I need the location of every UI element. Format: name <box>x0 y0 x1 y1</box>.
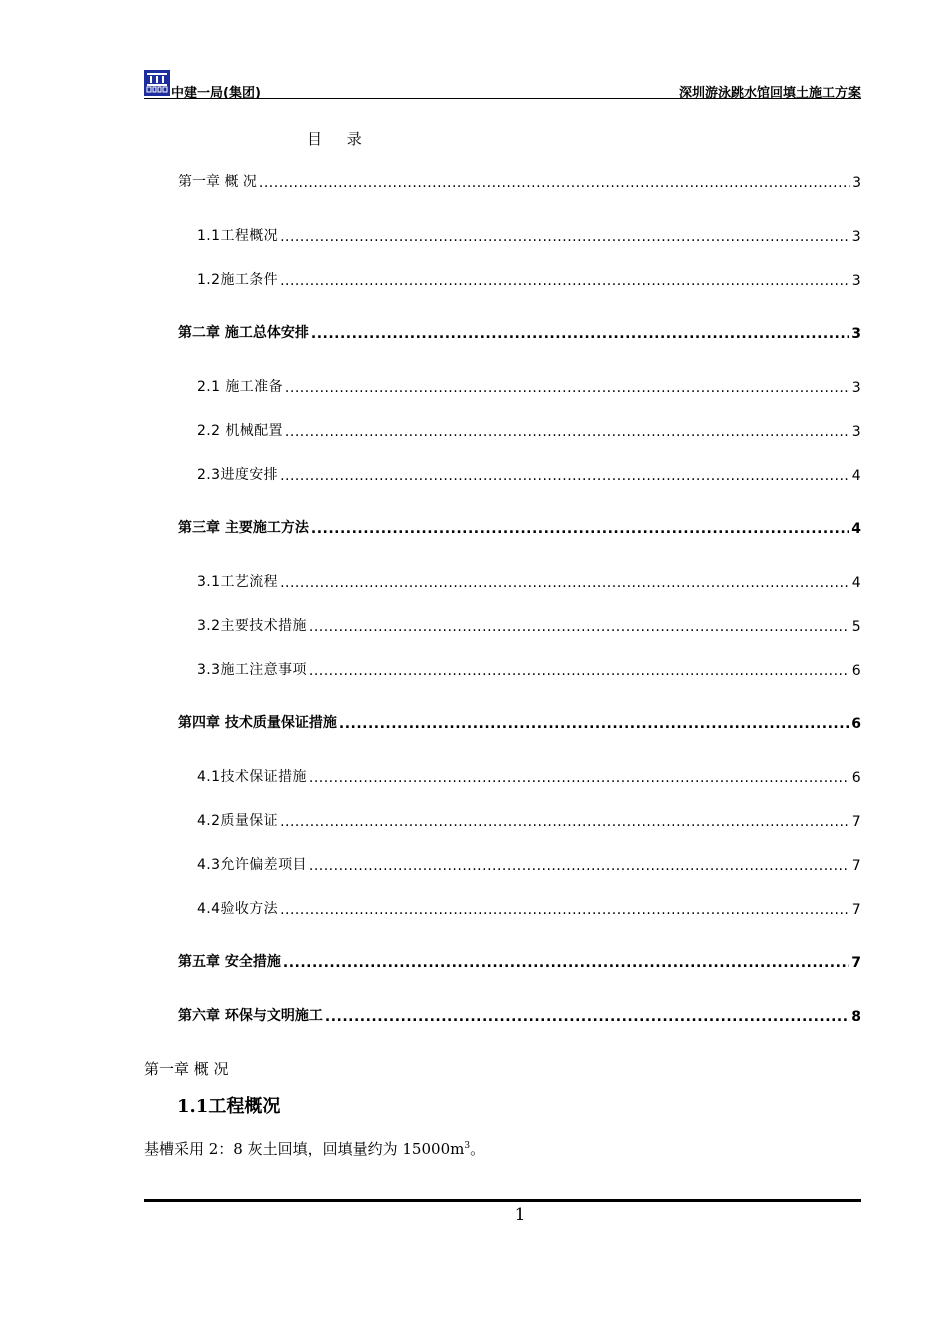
toc-entry-page: 6 <box>851 716 861 732</box>
toc-entry-page: 5 <box>851 619 861 635</box>
toc-leader <box>259 175 850 191</box>
toc-leader <box>339 716 849 732</box>
toc-entry-page: 3 <box>851 229 861 245</box>
toc-entry[interactable] <box>197 810 861 830</box>
toc-leader <box>311 326 849 342</box>
header-company: 中建一局(集团) <box>171 86 261 101</box>
toc-entry-label: 2.3进度安排 <box>197 467 279 483</box>
body-paragraph-text: 基槽采用 2：8 灰土回填，回填量约为 15000m <box>144 1140 465 1158</box>
toc-entry-page: 7 <box>851 902 861 918</box>
toc-leader <box>280 273 850 289</box>
body-paragraph <box>144 1138 485 1159</box>
toc-entry[interactable] <box>197 464 861 484</box>
toc-entry-page: 7 <box>851 955 861 971</box>
toc-entry-page: 3 <box>851 326 861 342</box>
header-rule <box>144 98 861 99</box>
body-paragraph-end: 。 <box>470 1140 486 1158</box>
toc-entry[interactable] <box>197 571 861 591</box>
toc-entry-label: 3.3施工注意事项 <box>197 662 307 678</box>
toc-leader <box>280 902 850 918</box>
toc-entry-label: 第二章 施工总体安排 <box>178 325 309 341</box>
cscec-logo-icon <box>144 70 170 96</box>
toc-leader <box>283 955 849 971</box>
toc-entry-label: 第三章 主要施工方法 <box>178 520 309 536</box>
toc-entry-page: 3 <box>851 273 861 289</box>
toc-leader <box>280 575 850 591</box>
toc-entry[interactable] <box>197 376 861 396</box>
toc-entry-page: 8 <box>851 1009 861 1025</box>
toc-entry-label: 第六章 环保与文明施工 <box>178 1008 323 1024</box>
toc-leader <box>280 229 850 245</box>
toc-entry[interactable] <box>178 1005 861 1025</box>
toc-entry-page: 6 <box>851 663 861 679</box>
toc-entry-page: 4 <box>851 575 861 591</box>
toc-leader <box>285 424 850 440</box>
toc-entry-label: 2.2 机械配置 <box>197 423 283 439</box>
toc-entry-page: 3 <box>851 424 861 440</box>
toc-leader <box>311 521 849 537</box>
toc-title: 目 录 <box>307 130 372 148</box>
body-chapter-title: 第一章 概 况 <box>144 1060 229 1078</box>
toc-entry[interactable] <box>178 517 861 537</box>
toc-entry[interactable] <box>197 854 861 874</box>
toc-entry[interactable] <box>197 659 861 679</box>
toc-leader <box>309 770 850 786</box>
toc-entry-page: 7 <box>851 814 861 830</box>
toc-entry-label: 2.1 施工准备 <box>197 379 283 395</box>
toc-leader <box>309 858 850 874</box>
toc-leader <box>309 619 850 635</box>
toc-entry-label: 4.3允许偏差项目 <box>197 857 307 873</box>
toc-entry-label: 4.4验收方法 <box>197 901 279 917</box>
toc-entry-label: 第五章 安全措施 <box>178 954 281 970</box>
toc-entry[interactable] <box>197 766 861 786</box>
toc-leader <box>280 814 850 830</box>
toc-entry-label: 1.2施工条件 <box>197 272 279 288</box>
footer-rule <box>144 1199 861 1202</box>
toc-entry-label: 3.1工艺流程 <box>197 574 279 590</box>
toc-entry-page: 4 <box>851 468 861 484</box>
body-section-heading: 1.1工程概况 <box>177 1096 281 1117</box>
toc-leader <box>325 1009 849 1025</box>
toc-entry-page: 7 <box>851 858 861 874</box>
toc-entry[interactable] <box>197 898 861 918</box>
toc-leader <box>285 380 850 396</box>
toc-entry-label: 第一章 概 况 <box>178 174 257 190</box>
toc-entry[interactable] <box>197 225 861 245</box>
toc-entry[interactable] <box>178 322 861 342</box>
toc-entry-page: 4 <box>851 521 861 537</box>
toc-entry-page: 6 <box>851 770 861 786</box>
toc-entry[interactable] <box>197 615 861 635</box>
header-doc-title: 深圳游泳跳水馆回填土施工方案 <box>678 86 861 101</box>
toc-entry[interactable] <box>197 420 861 440</box>
toc-entry-page: 3 <box>851 380 861 396</box>
toc-entry-label: 第四章 技术质量保证措施 <box>178 715 337 731</box>
toc-entry-label: 4.1技术保证措施 <box>197 769 307 785</box>
toc-leader <box>280 468 850 484</box>
toc-entry-label: 3.2主要技术措施 <box>197 618 307 634</box>
toc-entry[interactable] <box>178 951 861 971</box>
toc-leader <box>309 663 850 679</box>
toc-entry[interactable] <box>197 269 861 289</box>
toc-entry[interactable] <box>178 712 861 732</box>
toc-entry[interactable] <box>178 171 861 191</box>
toc-entry-label: 4.2质量保证 <box>197 813 279 829</box>
body-paragraph-superscript: 3 <box>464 1141 471 1151</box>
page-number: 1 <box>514 1205 526 1225</box>
toc-entry-page: 3 <box>852 175 861 191</box>
toc-entry-label: 1.1工程概况 <box>197 228 279 244</box>
